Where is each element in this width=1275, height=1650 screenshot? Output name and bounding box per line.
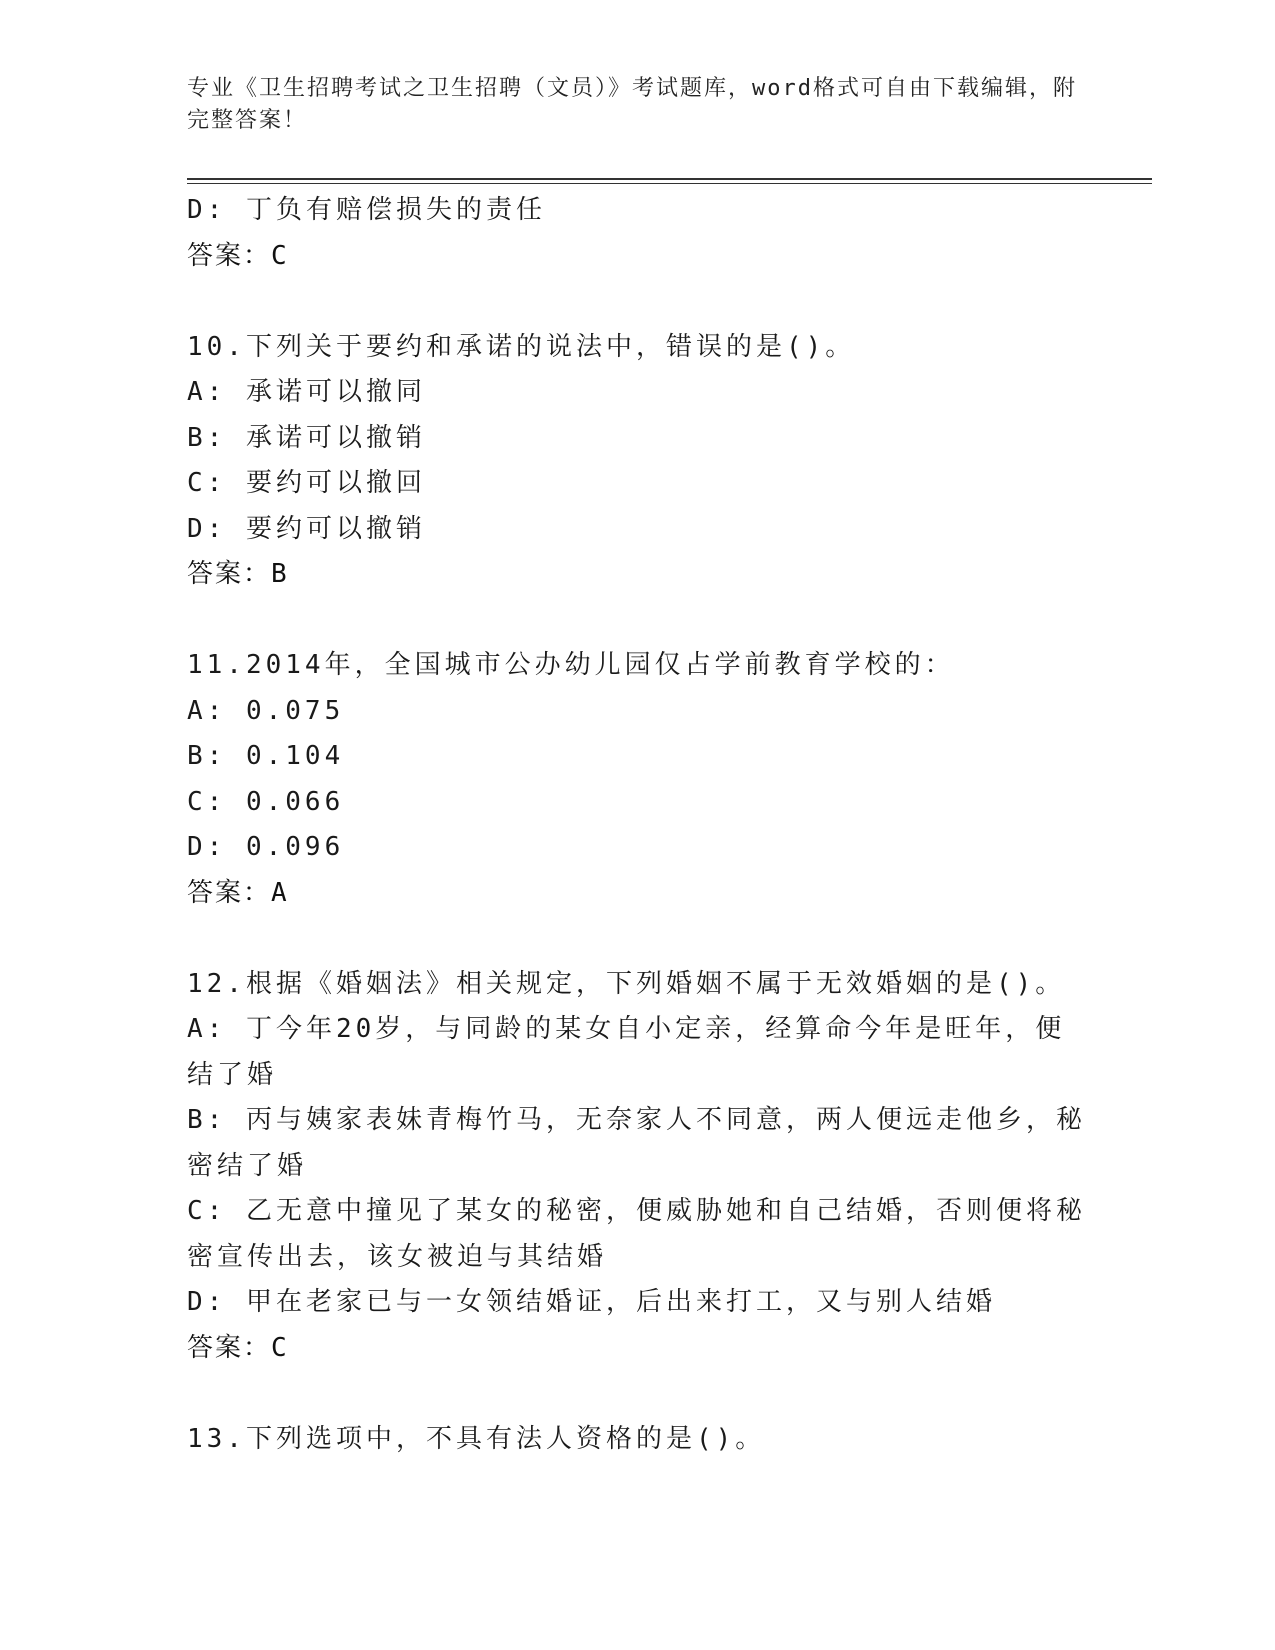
header-divider-thin <box>187 183 1152 184</box>
answer-value: C <box>271 240 289 271</box>
question-stem: 10.下列关于要约和承诺的说法中，错误的是()。 <box>187 331 856 362</box>
option-c: C: 0.066 <box>187 786 345 817</box>
option-d: D: 要约可以撤销 <box>187 513 426 544</box>
answer-line <box>187 552 1087 598</box>
answer-value: C <box>271 1332 289 1363</box>
question-stem: 13.下列选项中，不具有法人资格的是()。 <box>187 1423 766 1454</box>
answer-label: 答案： <box>187 1332 272 1363</box>
header-divider-thick <box>187 178 1152 180</box>
question-10 <box>187 325 1087 598</box>
answer-label: 答案： <box>187 559 272 589</box>
answer-label: 答案： <box>187 877 272 908</box>
option-d: D: 丁负有赔偿损失的责任 <box>187 195 546 225</box>
document-header: 专业《卫生招聘考试之卫生招聘（文员）》考试题库，word格式可自由下载编辑，附完整答案！ <box>187 76 1077 133</box>
option-a: A: 0.075 <box>187 695 345 726</box>
answer-line <box>187 234 1087 280</box>
question-stem: 12.根据《婚姻法》相关规定，下列婚姻不属于无效婚姻的是()。 <box>187 968 1066 999</box>
option-b: B: 丙与姨家表妹青梅竹马，无奈家人不同意，两人便远走他乡，秘密结了婚 <box>187 1105 1086 1181</box>
question-9-fragment <box>187 188 1087 279</box>
option-b: B: 0.104 <box>187 741 345 771</box>
option-d: D: 0.096 <box>187 832 345 862</box>
answer-line <box>187 871 1087 917</box>
question-stem: 11.2014年，全国城市公办幼儿园仅占学前教育学校的： <box>187 650 955 680</box>
option-b: B: 承诺可以撤销 <box>187 422 426 453</box>
answer-line <box>187 1326 1087 1372</box>
question-12 <box>187 962 1087 1372</box>
answer-value: B <box>271 559 289 589</box>
option-d: D: 甲在老家已与一女领结婚证，后出来打工，又与别人结婚 <box>187 1287 996 1317</box>
document-body <box>187 188 1087 1462</box>
option-c: C: 乙无意中撞见了某女的秘密，便威胁她和自己结婚，否则便将秘密宣传出去，该女被迫与其结婚 <box>187 1196 1086 1272</box>
question-11 <box>187 643 1087 916</box>
option-a: A: 承诺可以撤同 <box>187 377 426 407</box>
option-a: A: 丁今年20岁，与同龄的某女自小定亲，经算命今年是旺年，便结了婚 <box>187 1014 1066 1090</box>
answer-value: A <box>271 877 289 908</box>
answer-label: 答案： <box>187 240 272 271</box>
option-c: C: 要约可以撤回 <box>187 468 426 498</box>
question-13 <box>187 1417 1087 1463</box>
